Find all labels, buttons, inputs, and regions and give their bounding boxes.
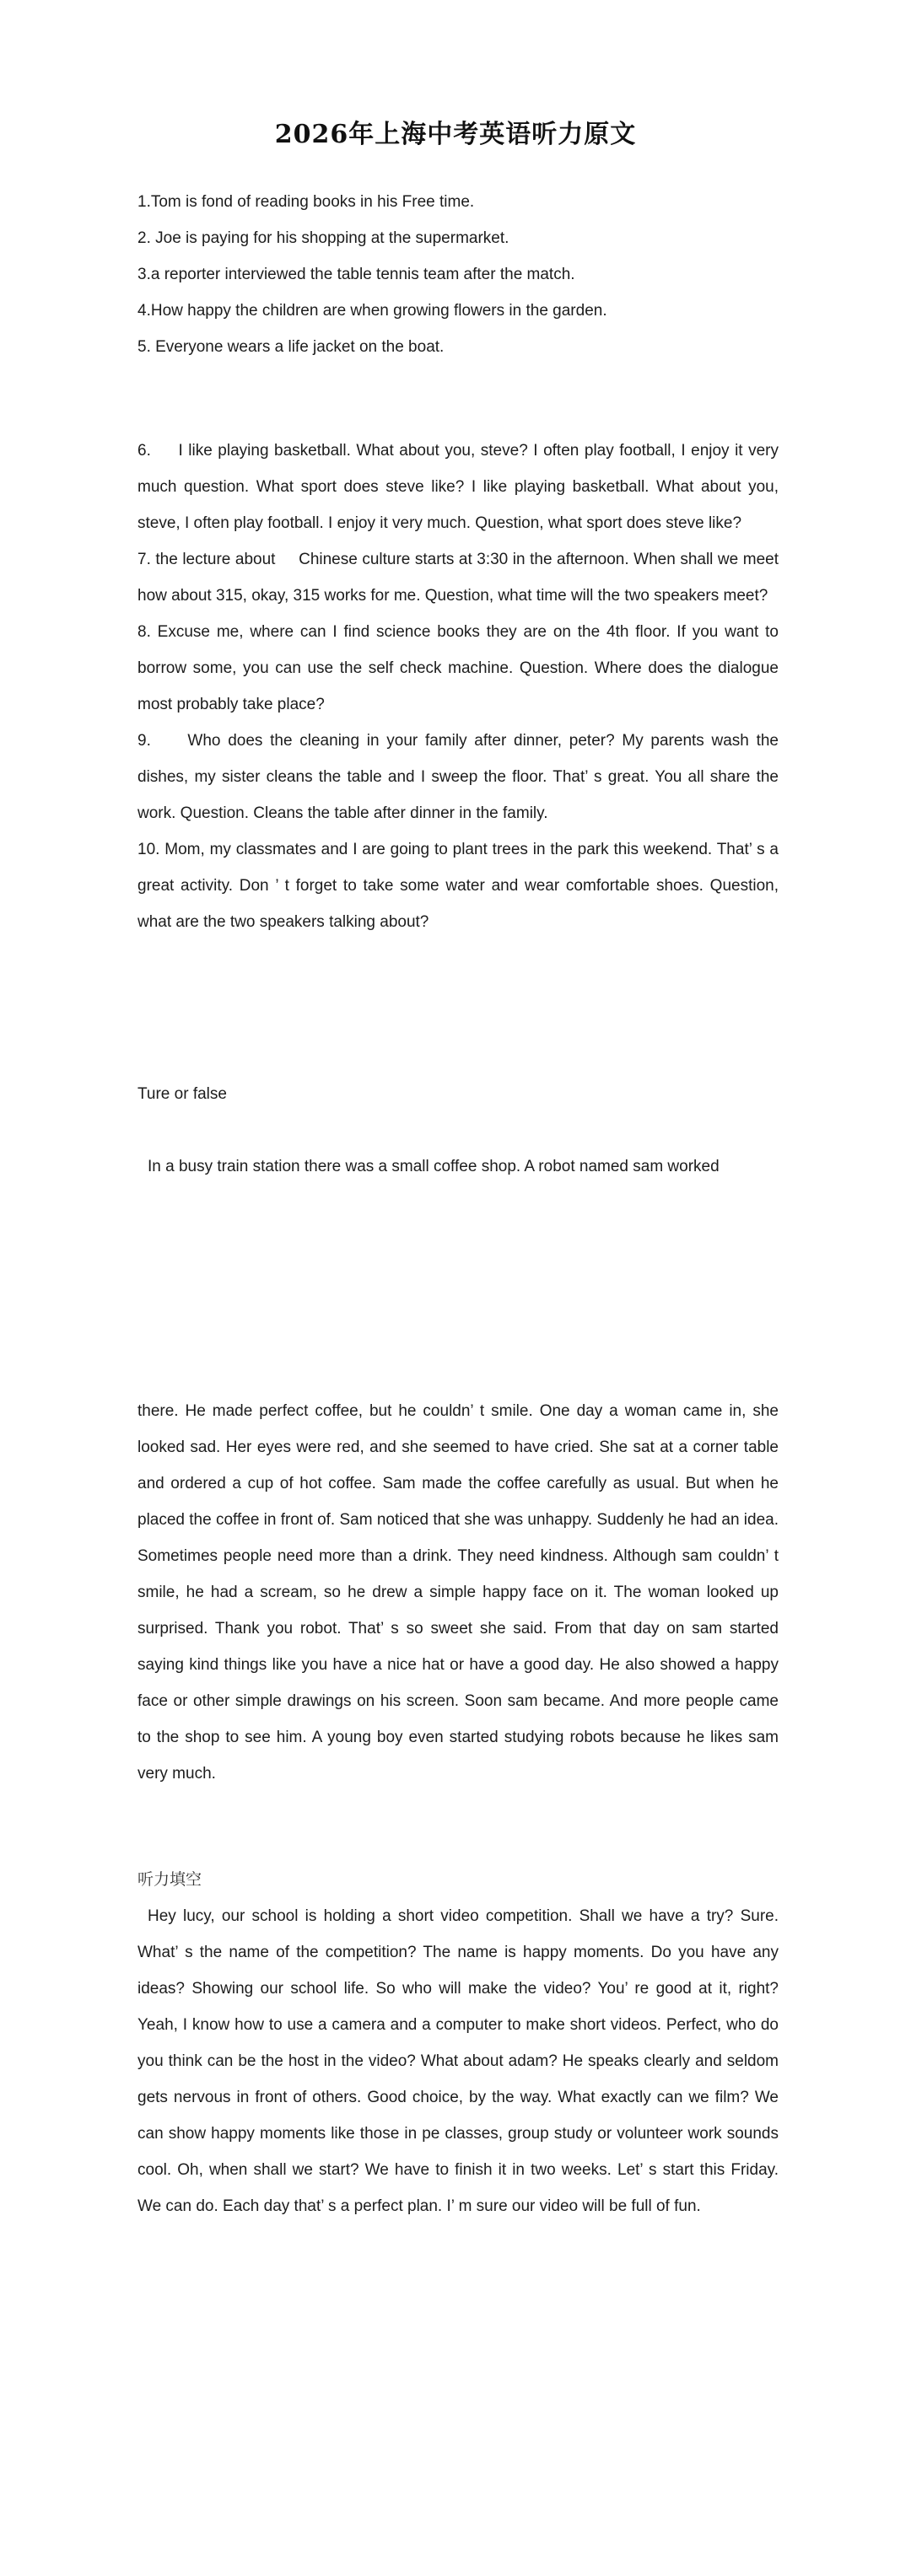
sentence-4: 4.How happy the children are when growing flowers in the garden. <box>137 302 607 320</box>
dialogue-10: 10. Mom, my classmates and I are going to plant trees in the park this weekend. That’ s a great activity. Don ’ t forget to take some water and wear comfortable shoes. Question, what are the two speakers talking about? <box>137 841 779 931</box>
fill-passage <box>137 1898 779 2224</box>
sentence-5: 5. Everyone wears a life jacket on the boat. <box>137 338 445 356</box>
fill-passage-text: Hey lucy, our school is holding a short video competition. Shall we have a try? Sure. What’ s the name of the competition? The name is happy moments. Do you have any ideas? Showing our school life. So who will make the video? You’ re good at it, right? Yeah, I know how to use a camera and a computer to make short videos. Perfect, who do you think can be the host in the video? What about adam? He speaks clearly and seldom gets nervous in front of others. Good choice, by the way. What exactly can we film? We can show happy moments like those in pe classes, group study or volunteer work sounds cool. Oh, when shall we start? We have to finish it in two weeks. Let’ s start this Friday. We can do. Each day that’ s a perfect plan. I’ m sure our video will be full of fun. <box>137 1907 779 2215</box>
sentence-3: 3.a reporter interviewed the table tennis team after the match. <box>137 266 575 283</box>
fill-heading: 听力填空 <box>137 1870 202 1889</box>
dialogue-6: 6. I like playing basketball. What about you, steve? I often play football, I enjoy it very much question. What sport does steve like? I like playing basketball. What about you, steve, I often play football. I enjoy it very much. Question, what sport does steve like? <box>137 442 779 532</box>
part2-dialogues <box>137 433 779 940</box>
passage-intro-line: In a busy train station there was a small coffee shop. A robot named sam worked <box>148 1158 720 1175</box>
page-title: 2026年上海中考英语听力原文 <box>274 120 637 149</box>
sentence-1: 1.Tom is fond of reading books in his Free time. <box>137 193 475 211</box>
passage-intro <box>137 1148 779 1185</box>
true-false-heading: Ture or false <box>137 1085 227 1103</box>
dialogue-8: 8. Excuse me, where can I find science books they are on the 4th floor. If you want to borrow some, you can use the self check machine. Question. Where does the dialogue most probably take place? <box>137 623 779 713</box>
dialogue-7: 7. the lecture about Chinese culture starts at 3:30 in the afternoon. When shall we meet how about 315, okay, 315 works for me. Question, what time will the two speakers meet? <box>137 551 779 605</box>
part1-sentences <box>137 184 779 365</box>
sentence-2: 2. Joe is paying for his shopping at the supermarket. <box>137 229 509 247</box>
passage-continued <box>137 1393 779 1792</box>
dialogue-9: 9. Who does the cleaning in your family after dinner, peter? My parents wash the dishes, my sister cleans the table and I sweep the floor. That’ s great. You all share the work. Question. Cleans the table after dinner in the family. <box>137 732 779 822</box>
passage-continued-text: there. He made perfect coffee, but he couldn’ t smile. One day a woman came in, she looked sad. Her eyes were red, and she seemed to have cried. She sat at a corner table and ordered a cup of hot coffee. Sam made the coffee carefully as usual. But when he placed the coffee in front of. Sam noticed that she was unhappy. Suddenly he had an idea. Sometimes people need more than a drink. They need kindness. Although sam couldn’ t smile, he had a scream, so he drew a simple happy face on it. The woman looked up surprised. Thank you robot. That’ s so sweet she said. From that day on sam started saying kind things like you have a nice hat or have a good day. He also showed a happy face or other simple drawings on his screen. Soon sam became. And more people came to the shop to see him. A young boy even started studying robots because he likes sam very much. <box>137 1402 779 1783</box>
